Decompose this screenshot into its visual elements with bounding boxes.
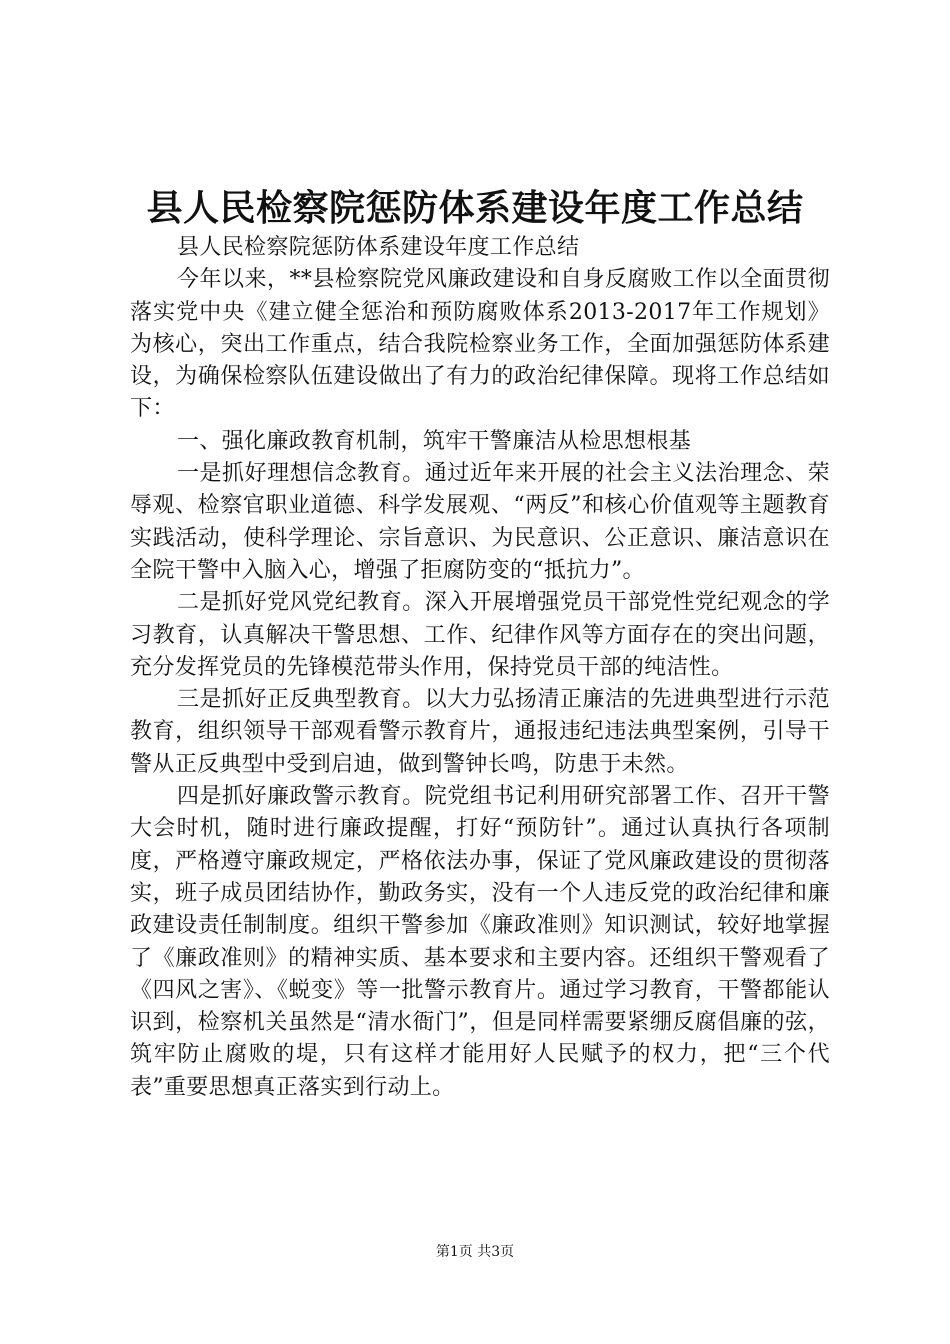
page-footer <box>0 1242 950 1262</box>
intro-paragraph: 今年以来，**县检察院党风廉政建设和自身反腐败工作以全面贯彻落实党中央《建立健全惩治和预防腐败体系2013-2017年工作规划》为核心，突出工作重点，结合我院检察业务工作，全面加强惩防体系建设，为确保检察队伍建设做出了有力的政治纪律保障。现将工作总结如下： <box>130 267 830 422</box>
page-number: 第1页 共3页 <box>435 1244 515 1260</box>
section-heading: 一、强化廉政教育机制，筑牢干警廉洁从检思想根基 <box>177 428 692 454</box>
body-paragraph: 一是抓好理想信念教育。通过近年来开展的社会主义法治理念、荣辱观、检察官职业道德、科学发展观、“两反”和核心价值观等主题教育实践活动，使科学理论、宗旨意识、为民意识、公正意识、廉洁意识在全院干警中入脑入心，增强了拒腐防变的“抵抗力”。 <box>130 461 830 583</box>
body-paragraph: 二是抓好党风党纪教育。深入开展增强党员干部党性党纪观念的学习教育，认真解决干警思想、工作、纪律作风等方面存在的突出问题，充分发挥党员的先锋模范带头作用，保持党员干部的纯洁性。 <box>130 590 830 680</box>
body-paragraph: 三是抓好正反典型教育。以大力弘扬清正廉洁的先进典型进行示范教育，组织领导干部观看警示教育片，通报违纪违法典型案例，引导干警从正反典型中受到启迪，做到警钟长鸣，防患于未然。 <box>130 687 830 777</box>
subtitle-paragraph: 县人民检察院惩防体系建设年度工作总结 <box>177 235 580 260</box>
body-paragraph: 四是抓好廉政警示教育。院党组书记利用研究部署工作、召开干警大会时机，随时进行廉政提醒，打好“预防针”。通过认真执行各项制度，严格遵守廉政规定，严格依法办事，保证了党风廉政建设的贯彻落实，班子成员团结协作，勤政务实，没有一个人违反党的政治纪律和廉政建设责任制制度。组织干警参加《廉政准则》知识测试，较好地掌握了《廉政准则》的精神实质、基本要求和主要内容。还组织干警观看了《四风之害》、《蜕变》等一批警示教育片。通过学习教育，干警都能认识到，检察机关虽然是“清水衙门”，但是同样需要紧绷反腐倡廉的弦，筑牢防止腐败的堤，只有这样才能用好人民赋予的权力，把“三个代表”重要思想真正落实到行动上。 <box>130 784 830 1100</box>
document-title: 县人民检察院惩防体系建设年度工作总结 <box>146 187 804 229</box>
document-body <box>130 232 830 1104</box>
